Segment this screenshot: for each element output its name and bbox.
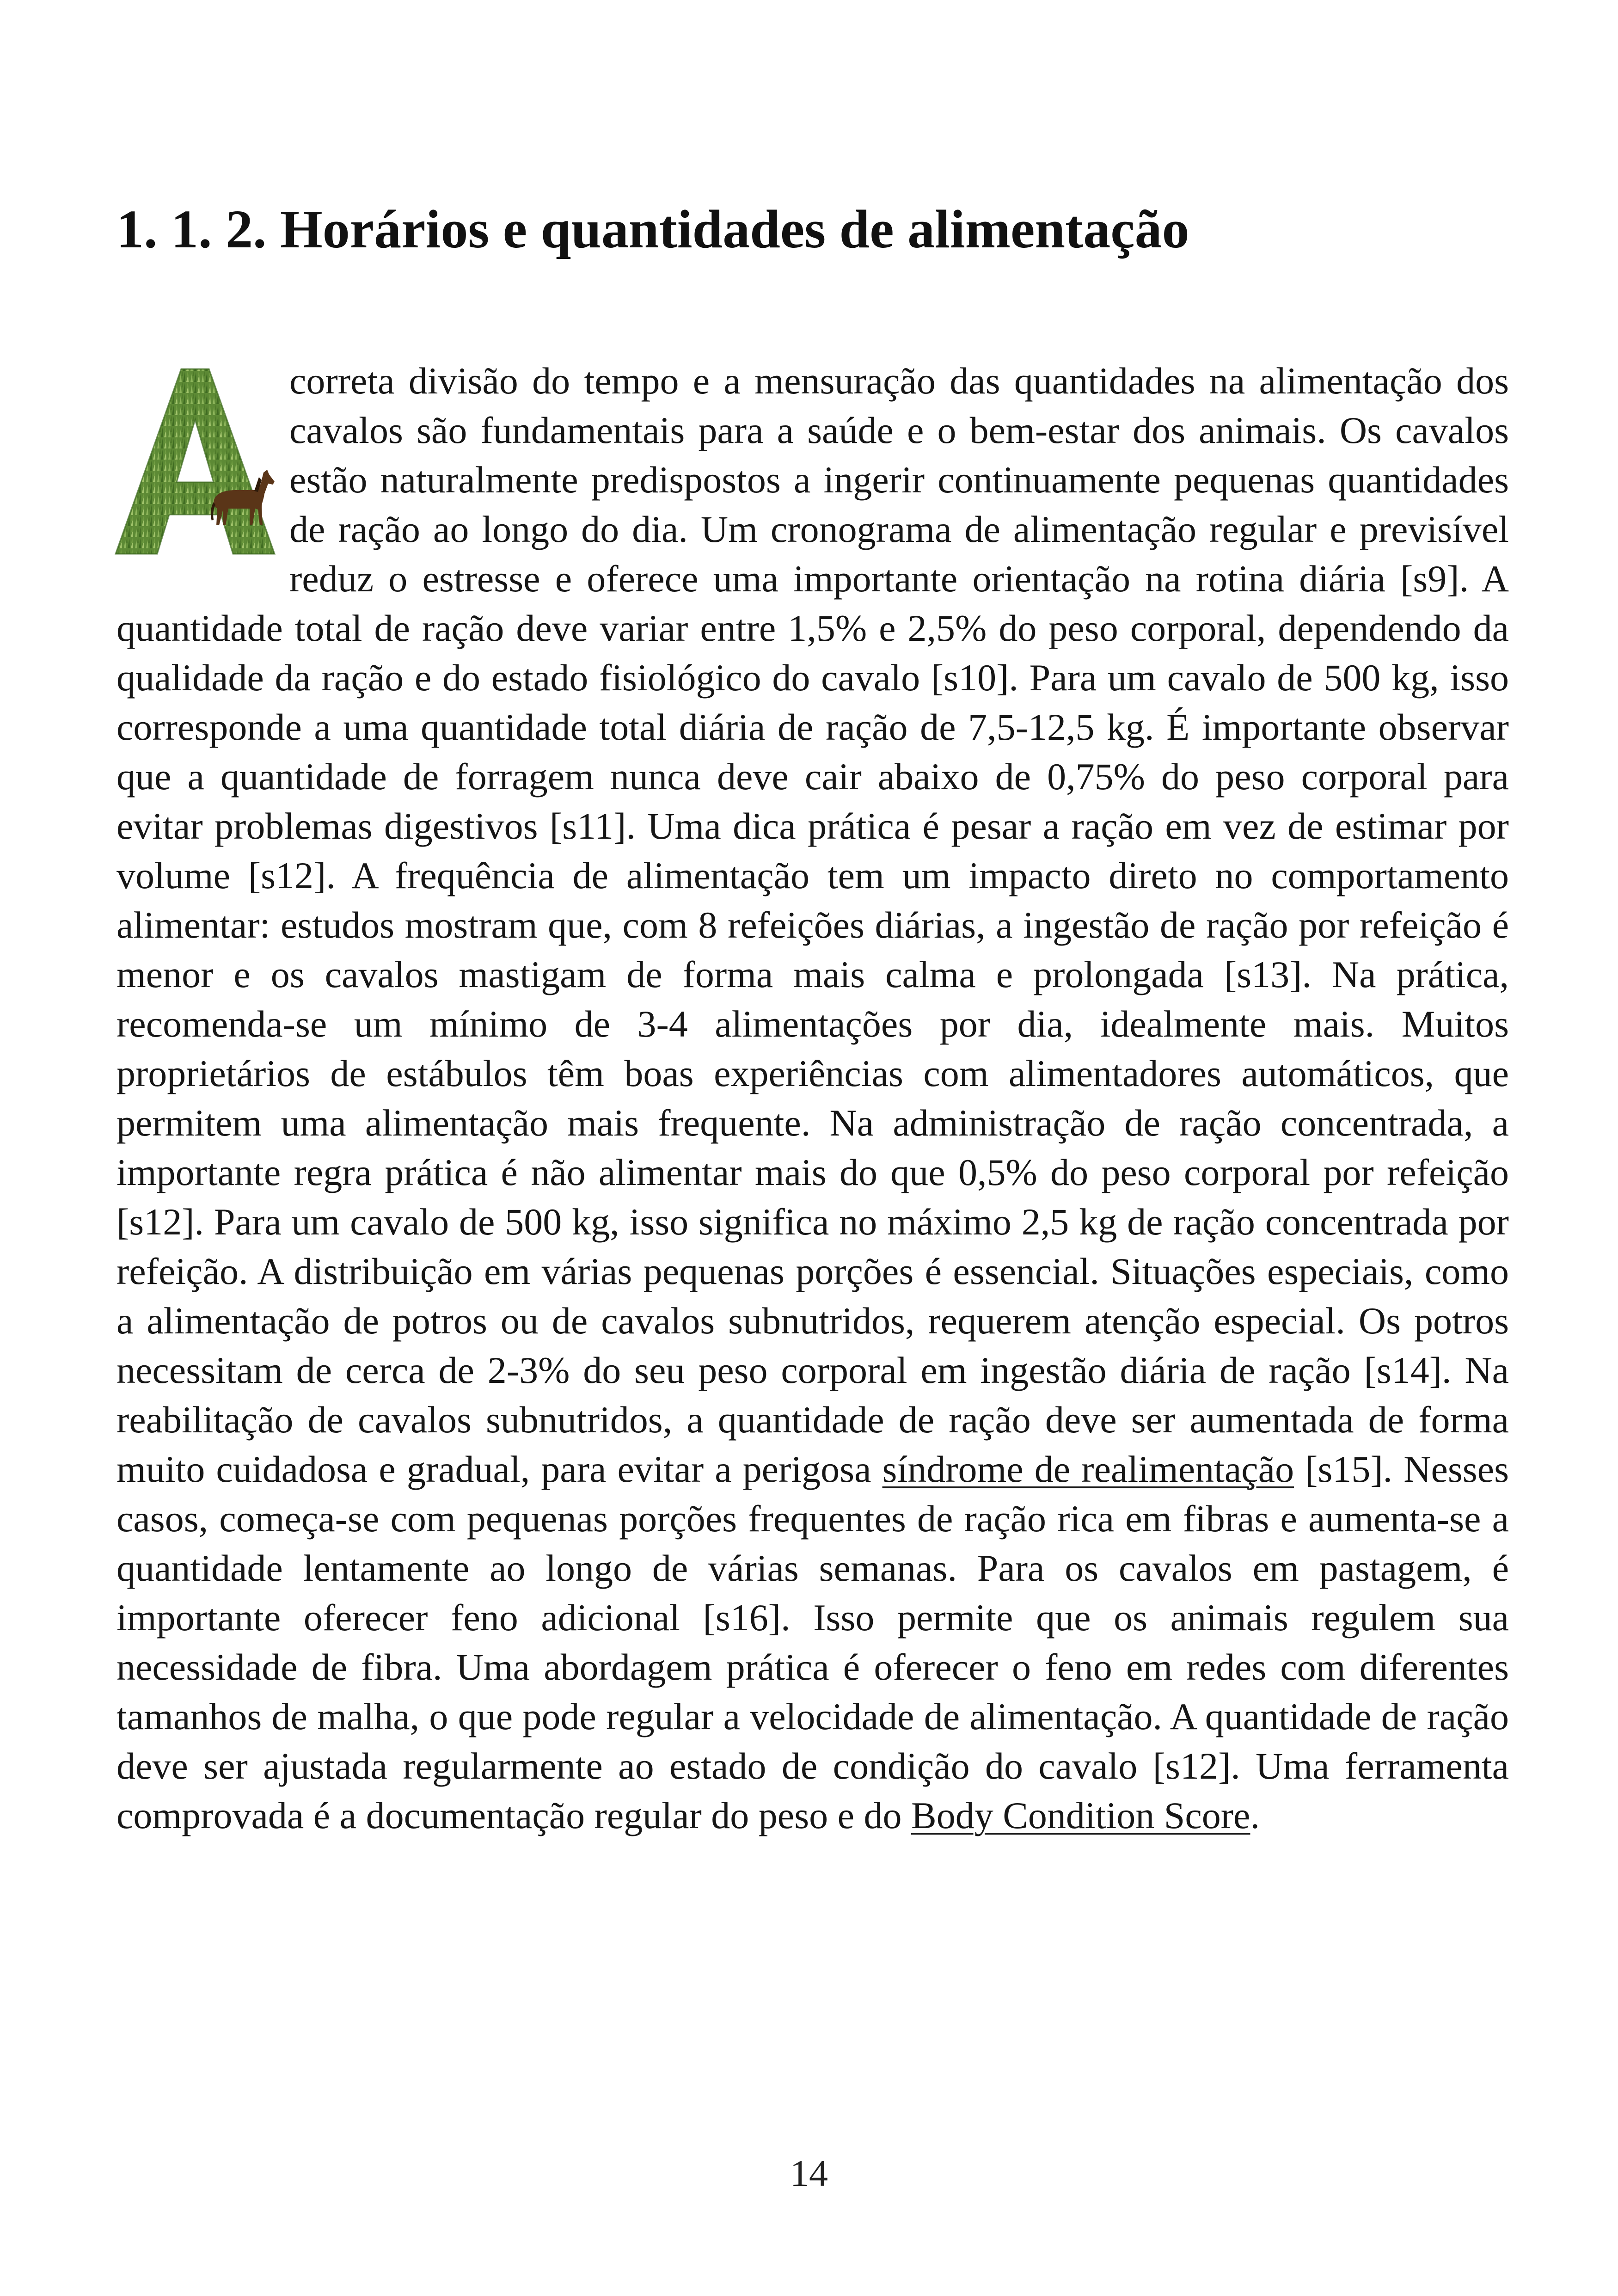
body-paragraph xyxy=(116,356,1509,1840)
grass-letter-a-with-horse-icon xyxy=(112,360,278,559)
body-condition-score-link[interactable]: Body Condition Score xyxy=(911,1794,1250,1836)
paragraph-text-1: correta divisão do tempo e a mensuração das quantidades na alimentação dos cavalos são fundamentais para a saúde e o bem-estar dos animais. Os cavalos estão naturalmente predispostos a ingerir continuamente pequenas quantidades de ração ao longo do dia. Um cronograma de alimentação regular e previsível reduz o estresse e oferece uma importante orientação na rotina diária [s9]. A quantidade total de ração deve variar entre 1,5% e 2,5% do peso corporal, dependendo da qualidade da ração e do estado fisiológico do cavalo [s10]. Para um cavalo de 500 kg, isso corresponde a uma quantidade total diária de ração de 7,5-12,5 kg. É importante observar que a quantidade de forragem nunca deve cair abaixo de 0,75% do peso corporal para evitar problemas digestivos [s11]. Uma dica prática é pesar a ração em vez de estimar por volume [s12]. A frequência de alimentação tem um impacto direto no comportamento alimentar: estudos mostram que, com 8 refeições diárias, a ingestão de ração por refeição é menor e os cavalos mastigam de forma mais calma e prolongada [s13]. Na prática, recomenda-se um mínimo de 3-4 alimentações por dia, idealmente mais. Muitos proprietários de estábulos têm boas experiências com alimentadores automáticos, que permitem uma alimentação mais frequente. Na administração de ração concentrada, a importante regra prática é não alimentar mais do que 0,5% do peso corporal por refeição [s12]. Para um cavalo de 500 kg, isso significa no máximo 2,5 kg de ração concentrada por refeição. A distribuição em várias pequenas porções é essencial. Situações especiais, como a alimentação de potros ou de cavalos subnutridos, requerem atenção especial. Os potros necessitam de cerca de 2-3% do seu peso corporal em ingestão diária de ração [s14]. Na reabilitação de cavalos subnutridos, a quantidade de ração deve ser aumentada de forma muito cuidadosa e gradual, para evitar a perigosa xyxy=(116,360,1509,1490)
section-heading: 1. 1. 2. Horários e quantidades de alimentação xyxy=(116,199,1189,259)
dropcap-letter-a xyxy=(112,360,278,559)
paragraph-text-3: . xyxy=(1250,1794,1260,1836)
refeeding-syndrome-link[interactable]: síndrome de realimentação xyxy=(882,1448,1294,1490)
page-number: 14 xyxy=(790,2152,828,2194)
paragraph-text-2: [s15]. Nesses casos, começa-se com pequenas porções frequentes de ração rica em fibras e aumenta-se a quantidade lentamente ao longo de várias semanas. Para os cavalos em pastagem, é importante oferecer feno adicional [s16]. Isso permite que os animais regulem sua necessidade de fibra. Uma abordagem prática é oferecer o feno em redes com diferentes tamanhos de malha, o que pode regular a velocidade de alimentação. A quantidade de ração deve ser ajustada regularmente ao estado de condição do cavalo [s12]. Uma ferramenta comprovada é a documentação regular do peso e do xyxy=(116,1448,1509,1836)
